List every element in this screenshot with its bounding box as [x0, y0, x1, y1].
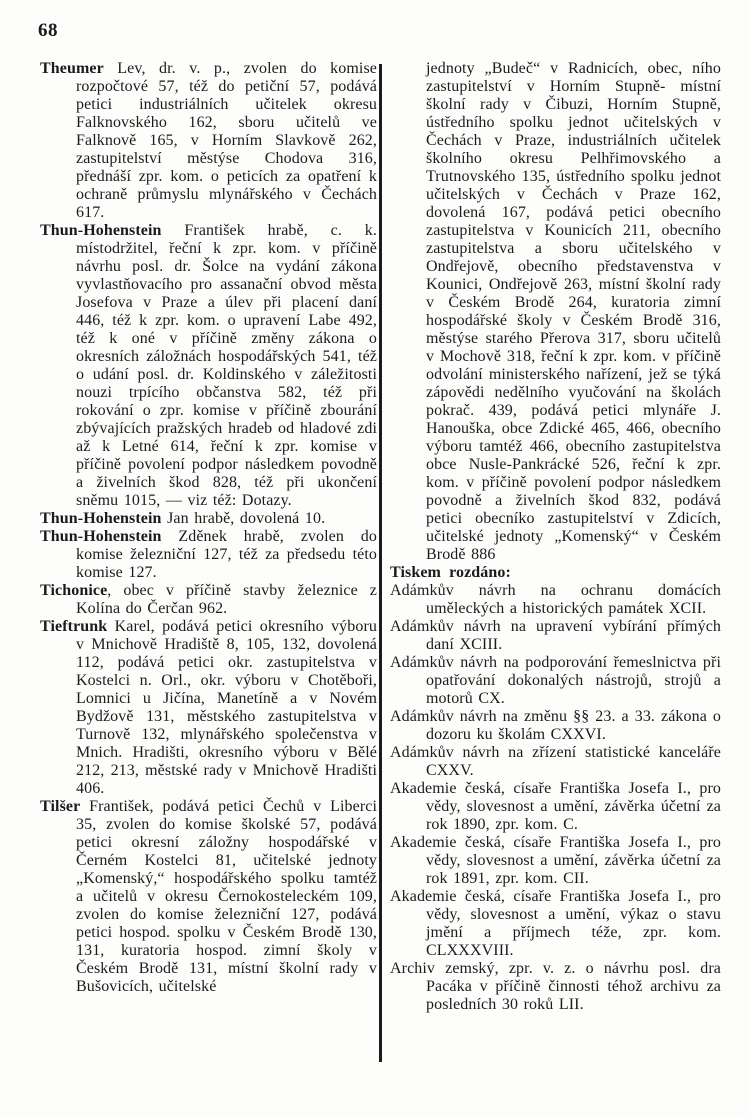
index-entry: Archiv zemský, zpr. v. z. o návrhu posl. dra Pacáka v příčině činnosti téhož archivu za posledních 30 roků LII.: [390, 960, 721, 1013]
index-entry: [40, 618, 377, 798]
index-entry: [40, 222, 377, 510]
column-divider-rule: [379, 64, 382, 1062]
index-entry: [40, 510, 377, 528]
entry-body: Karel, podává petici okresního výboru v Mnichově Hradiště 8, 105, 132, dovolená 112, podává petici okr. zastupitelstva v Kostelci n. Orl., okr. výboru v Chotěboři, Lomnici u Jičína, Manetíně a v Novém Bydžově 131, městského zastupitelstva v Turnově 132, mlynářského společenstva v Mnich. Hradišti, okresního výboru v Bělé 212, 213, městské rady v Mnichově Hradišti 406.: [76, 618, 377, 797]
index-entry: Akademie česká, císaře Františka Josefa I., pro vědy, slovesnost a umění, výkaz o stavu jmění a příjmech téže, zpr. kom. CLXXXVIII.: [390, 888, 721, 959]
section-heading-tiskem-rozdano: Tiskem rozdáno:: [390, 564, 511, 581]
continuation-paragraph: jednoty „Budeč“ v Radnicích, obec, ního zastupitelství v Horním Stupně- místní školní rady v Čibuzi, Horním Stupně, ústředního spolku jednot učitelských v Čechách v Praze, industriálních učitelek školního okresu Pelhřimovského a Trutnovského 135, ústředního spolku jednot učitelských v Čechách v Praze 162, dovolená 167, podává petici obecního zastupitelstva v Kounicích 211, obecního zastupitelstva a sboru učitelského v Ondřejově, obecního představenstva v Kounici, Ondřejově 263, místní školní rady v Českém Brodě 264, kuratoria zimní hospodářské školy v Českém Brodě 316, městýse starého Přerova 317, sboru učitelů v Mochově 318, řeční k zpr. kom. v příčině odvolání ministerského nařízení, jež se týká zápovědi nedělního vyučování na školách pokrač. 439, podává petici mlynáře J. Hanouška, obce Zdické 465, 466, obecního výboru tamtéž 466, obecního zastupitelstva obce Nusle-Pankrácké 526, řeční k zpr. kom. v příčině povolení podpor následkem povodně a živelních škod 832, podává petici obecníko zastupitelství v Zdicích, učitelské jednoty „Komenský“ v Českém Brodě 886: [426, 60, 721, 563]
index-entry: Adámkův návrh na podporování řemeslnictva při opatřování dokonalých nástrojů, strojů a motorů CX.: [390, 654, 721, 707]
page-number: 68: [38, 20, 58, 41]
index-entry: Adámkův návrh na změnu §§ 23. a 33. zákona o dozoru ku školám CXXVI.: [390, 708, 721, 743]
index-entry: [40, 798, 377, 996]
entry-headword: Tichonice: [40, 582, 108, 599]
entry-body: František hrabě, c. k. místodržitel, řeční k zpr. kom. v příčině návrhu posl. dr. Šolce na vydání zákona vyvlastňovacího pro assanační obvod města Josefova v Praze a úlev při placení daní 446, též k zpr. kom. o upravení Labe 492, též k oné v příčině změny zákona o okresních záložnách hospodářských 541, též o udání posl. dr. Koldinského v záležitosti nouzi trpícího občanstva 582, též při rokování o zpr. komise v příčině zbourání zbývajících pražských hradeb od hladové zdi až k Letné 614, řeční k zpr. komise v příčině povolení podpor následkem povodně a živelních škod 828, též při ukončení sněmu 1015, — viz též: Dotazy.: [76, 222, 377, 509]
entry-headword: Tieftrunk: [40, 618, 108, 635]
entry-headword: Thun-Hohenstein: [40, 222, 162, 239]
index-entry: Adámkův návrh na upravení vybírání přímých daní XCIII.: [390, 618, 721, 653]
entry-body: , obec v příčině stavby železnice z Kolína do Čerčan 962.: [76, 582, 377, 617]
entry-body: Jan hrabě, dovolená 10.: [161, 510, 326, 527]
index-entry: [40, 582, 377, 618]
entry-headword: Thun-Hohenstein: [40, 528, 162, 545]
index-entry: Adámkův návrh na ochranu domácích uměleckých a historických památek XCII.: [390, 582, 721, 617]
right-column: [390, 60, 721, 1014]
entry-headword: Tilšer: [40, 798, 81, 815]
index-entry: Adámkův návrh na zřízení statistické kanceláře CXXV.: [390, 744, 721, 779]
entry-body: Zděnek hrabě, zvolen do komise železniční 127, též za předsedu této komise 127.: [76, 528, 377, 581]
entry-body: Lev, dr. v. p., zvolen do komise rozpočtové 57, též do petiční 57, podává petici industriálních učitelek okresu Falknovského 162, sboru učitelů ve Falknově 165, v Horním Slavkově 262, zastupitelství městýse Chodova 316, přednáší zpr. kom. o peticích za opatření k ochraně průmyslu mlynářského v Čechách 617.: [76, 60, 377, 221]
entry-headword: Theumer: [40, 60, 104, 77]
entry-headword: Thun-Hohenstein: [40, 510, 162, 527]
index-entry: Akademie česká, císaře Františka Josefa I., pro vědy, slovesnost a umění, závěrka účetní za rok 1890, zpr. kom. C.: [390, 780, 721, 833]
index-entry: [40, 60, 377, 222]
left-column: [40, 60, 377, 996]
entry-body: František, podává petici Čechů v Liberci 35, zvolen do komise školské 57, podává petici okresní záložny hospodářské v Černém Kostelci 81, učitelské jednoty „Komenský,“ hospodářského spolku tamtéž a učitelů v okresu Černokosteleckém 109, zvolen do komise železniční 127, podává petici hospod. spolku v Českém Brodě 130, 131, kuratoria hospod. zimní školy v Českém Brodě 131, místní školní rady v Bušovicích, učitelské: [76, 798, 377, 995]
index-entry: [40, 528, 377, 582]
index-entry: Akademie česká, císaře Františka Josefa I., pro vědy, slovesnost a umění, závěrka účetní za rok 1891, zpr. kom. CII.: [390, 834, 721, 887]
